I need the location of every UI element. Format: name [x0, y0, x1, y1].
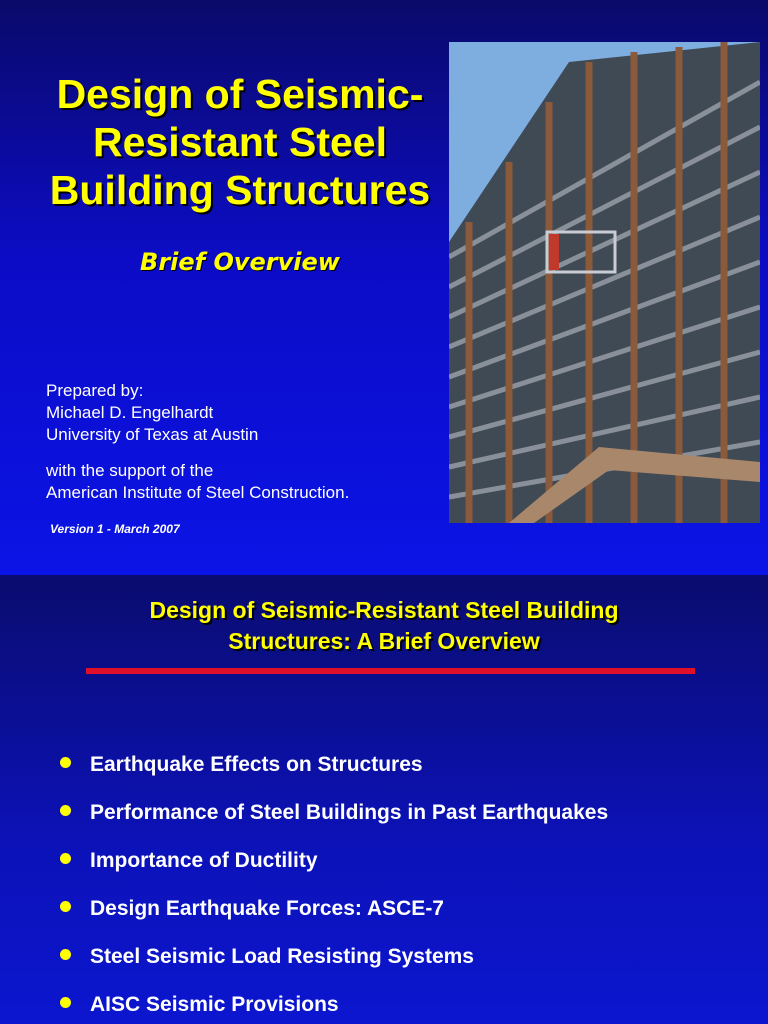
title-line-3: Building Structures — [49, 167, 431, 213]
list-item-text: Performance of Steel Buildings in Past Earthquakes — [90, 801, 609, 824]
credits-block — [46, 380, 349, 504]
steel-frame-building-photo — [449, 42, 760, 523]
bullet-dot-icon — [60, 997, 71, 1008]
list-item — [60, 837, 608, 885]
support-line-2: American Institute of Steel Construction. — [46, 483, 350, 502]
title-line-2: Resistant Steel — [93, 119, 387, 165]
overview-title — [0, 595, 768, 657]
list-item — [60, 789, 608, 837]
support-line-1: with the support of the — [46, 461, 214, 480]
topic-list — [60, 741, 608, 1024]
author-name: Michael D. Engelhardt — [46, 403, 214, 422]
slide-title — [30, 70, 450, 214]
overview-title-line-2: Structures: A Brief Overview — [228, 628, 540, 654]
list-item — [60, 933, 608, 981]
list-item-text: Earthquake Effects on Structures — [90, 753, 423, 776]
bullet-dot-icon — [60, 949, 71, 960]
list-item-text: AISC Seismic Provisions — [90, 993, 339, 1016]
list-item-text: Steel Seismic Load Resisting Systems — [90, 945, 474, 968]
bullet-dot-icon — [60, 805, 71, 816]
bullet-dot-icon — [60, 757, 71, 768]
list-item — [60, 741, 608, 789]
list-item — [60, 885, 608, 933]
building-photo-icon — [449, 42, 760, 523]
author-affiliation: University of Texas at Austin — [46, 425, 259, 444]
list-item-text: Importance of Ductility — [90, 849, 318, 872]
bullet-dot-icon — [60, 901, 71, 912]
list-item-text: Design Earthquake Forces: ASCE-7 — [90, 897, 444, 920]
overview-slide — [0, 575, 768, 1024]
overview-title-line-1: Design of Seismic-Resistant Steel Building — [149, 597, 619, 623]
bullet-dot-icon — [60, 853, 71, 864]
version-note: Version 1 - March 2007 — [50, 522, 180, 536]
title-line-1: Design of Seismic- — [56, 71, 424, 117]
list-item — [60, 981, 608, 1024]
title-divider — [86, 668, 695, 674]
slide-subtitle: Brief Overview — [140, 248, 340, 276]
prepared-by-label: Prepared by: — [46, 381, 144, 400]
